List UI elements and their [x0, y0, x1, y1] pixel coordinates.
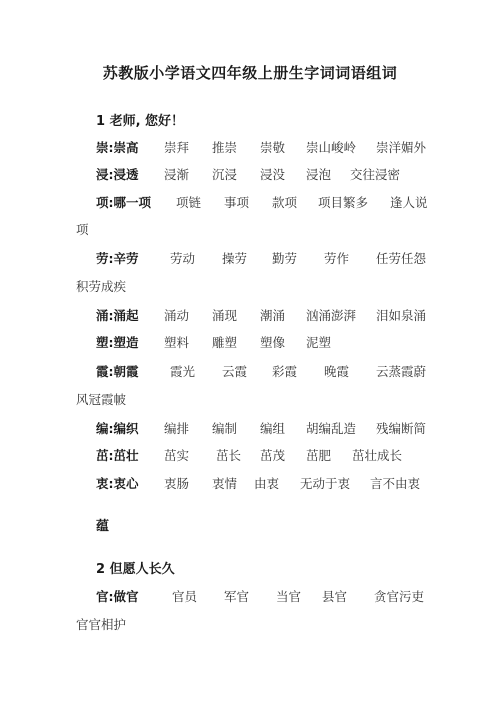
- word: 衷情: [212, 476, 238, 491]
- word: 茁长: [216, 448, 242, 463]
- row-head: 劳:辛劳: [96, 251, 139, 266]
- wrapped-word: 积劳成疾: [76, 279, 127, 294]
- word: 劳动: [170, 251, 196, 266]
- word: 由衷: [254, 476, 280, 491]
- word: 崇山峻岭: [306, 140, 357, 155]
- word: 军官: [224, 589, 250, 604]
- word: 茁茂: [260, 448, 286, 463]
- wrapped-word: 项: [76, 222, 89, 237]
- word-row: [96, 249, 430, 269]
- row-head: 衷:衷心: [96, 476, 139, 491]
- word: 编排: [164, 421, 190, 436]
- word: 塑像: [260, 335, 286, 350]
- word: 衷肠: [164, 476, 190, 491]
- word-row: [96, 333, 430, 353]
- word: 官员: [172, 589, 198, 604]
- lesson-heading: 2 但愿人长久: [96, 562, 175, 577]
- row-head: 霞:朝霞: [96, 364, 139, 379]
- word: 言不由衷: [370, 476, 421, 491]
- word-row: [96, 306, 430, 326]
- word: 雕塑: [212, 335, 238, 350]
- word: 编组: [260, 421, 286, 436]
- word: 劳作: [324, 251, 350, 266]
- word: 逢人说: [390, 195, 428, 210]
- word: 浸泡: [306, 167, 332, 182]
- word-row: [96, 165, 430, 185]
- word: 茁实: [164, 448, 190, 463]
- word: 交往浸密: [350, 167, 401, 182]
- word: 涌动: [164, 308, 190, 323]
- word-row: [96, 419, 430, 439]
- row-head: 官:做官: [96, 589, 139, 604]
- document-title: 苏教版小学语文四年级上册生字词词语组词: [102, 64, 398, 82]
- wrapped-word: 官官相护: [76, 617, 127, 632]
- word: 彩霞: [272, 364, 298, 379]
- word: 勤劳: [272, 251, 298, 266]
- word: 崇敬: [260, 140, 286, 155]
- word: 残编断简: [376, 421, 427, 436]
- word: 当官: [276, 589, 302, 604]
- word: 茁肥: [306, 448, 332, 463]
- word: 贪官污吏: [374, 589, 425, 604]
- word: 推崇: [212, 140, 238, 155]
- word-row: [96, 193, 430, 213]
- word: 云霞: [222, 364, 248, 379]
- word: 潮涌: [260, 308, 286, 323]
- word: 崇拜: [164, 140, 190, 155]
- word: 汹涌澎湃: [306, 308, 357, 323]
- wrapped-word: 风冠霞帔: [76, 392, 127, 407]
- word: 浸没: [260, 167, 286, 182]
- word: 任劳任怨: [376, 251, 427, 266]
- word: 沉浸: [212, 167, 238, 182]
- row-head: 崇:崇高: [96, 140, 139, 155]
- word: 晚霞: [324, 364, 350, 379]
- word: 款项: [272, 195, 298, 210]
- word: 霞光: [170, 364, 196, 379]
- orphan-character: 蕴: [96, 519, 110, 534]
- word: 无动于衷: [300, 476, 351, 491]
- row-head: 涌:涌起: [96, 308, 139, 323]
- row-head: 塑:塑造: [96, 335, 139, 350]
- word-row: [96, 446, 430, 466]
- word: 云蒸霞蔚: [376, 364, 427, 379]
- word: 泥塑: [306, 335, 332, 350]
- row-head: 茁:茁壮: [96, 448, 139, 463]
- word: 项链: [176, 195, 202, 210]
- word: 涌现: [212, 308, 238, 323]
- word: 胡编乱造: [306, 421, 357, 436]
- word: 编制: [212, 421, 238, 436]
- word: 县官: [322, 589, 348, 604]
- word: 操劳: [222, 251, 248, 266]
- word: 崇洋媚外: [376, 140, 427, 155]
- word: 茁壮成长: [352, 448, 403, 463]
- word: 事项: [224, 195, 250, 210]
- row-head: 浸:浸透: [96, 167, 139, 182]
- word-row: [96, 362, 430, 382]
- word: 项目繁多: [318, 195, 369, 210]
- word-row: [96, 474, 430, 494]
- word-row: [96, 138, 430, 158]
- lesson-heading: 1 老师, 您好！: [96, 114, 185, 129]
- word: 浸渐: [164, 167, 190, 182]
- row-head: 项:哪一项: [96, 195, 151, 210]
- word-row: [96, 587, 430, 607]
- word: 塑料: [164, 335, 190, 350]
- word: 泪如泉涌: [376, 308, 427, 323]
- row-head: 编:编织: [96, 421, 139, 436]
